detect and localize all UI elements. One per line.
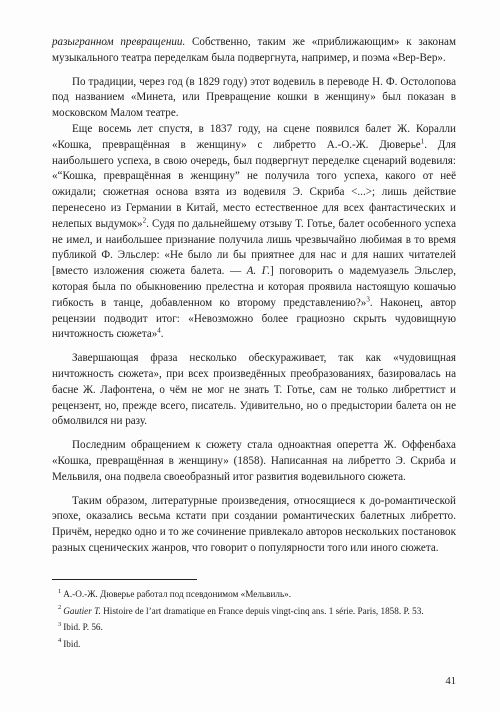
text-run: Таким образом, литературные произведения, относящиеся к до-романтической эпохе, оказались весьма кстати при создании романтических балетных либретто. Причём, нередко одно и то же сочинение привлекало авторов нескольких постановок разных сценических жанров, что говорит о популярности того или иного сюжета.: [52, 494, 456, 554]
page-number: 41: [445, 676, 456, 687]
text-run: Ibid.: [63, 638, 81, 649]
paragraph: [52, 35, 456, 67]
text-run: . Судя по дальнейшему отзыву Т. Готье, балет особенного успеха не имел, и наибольшее признание получила лишь чрезвычайно любимая в то время публикой Ф. Эльслер: «Не было ли бы приятнее для нас и для наших читателей [вместо изложения сюжета балета. —: [52, 217, 456, 278]
footnote-ref: 2: [142, 216, 147, 225]
text-run: Завершающая фраза несколько обескураживает, так как «чудовищная ничтожность сюжета», при всех произведённых преобразованиях, базировалась на басне Ж. Лафонтена, о чём не мог не знать Т. Готье, сам не только либреттист и рецензент, но, прежде всего, писатель. Удивительно, но о предыстории балета он не обмолвился ни разу.: [52, 352, 456, 428]
emphasized-text: А. Г.: [246, 265, 270, 278]
footnote-ref: 1: [420, 137, 425, 146]
footnote: [52, 588, 456, 601]
paragraph: [52, 75, 456, 122]
text-run: . Для наибольшего успеха, в свою очередь, был подвергнут переделке сценарий водевиля: «“Кошка, превращённая в женщину” не получила того успеха, какого от неё ожидали; сюжетная основа взята из водевиля Э. Скриба <...>; лишь действие перенесено из Германии в Китай, место естественное для всех фантастических и нелепых выдумок»: [52, 138, 456, 230]
text-run: . Наконец, автор рецензии подводит итог: «Невозможно более грациозно скрыть чудовищную ничтожность сюжета»: [52, 296, 456, 341]
footnote-number: 2: [58, 604, 62, 612]
text-run: А.-О.-Ж. Дюверье работал под псевдонимом «Мельвиль».: [63, 589, 292, 599]
footnote-divider: [52, 579, 197, 580]
text-run: Еще восемь лет спустя, в 1837 году, на сцене появился балет Ж. Коралли «Кошка, превращённая в женщину» с либретто А.-О.-Ж. Дюверье: [52, 122, 456, 151]
paragraph: [52, 494, 456, 557]
emphasized-text: Gautier T.: [63, 605, 101, 616]
paragraph: [52, 438, 456, 485]
paragraph: [52, 351, 456, 430]
text-run: Ibid. P. 56.: [63, 622, 103, 632]
text-run: По традиции, через год (в 1829 году) этот водевиль в переводе Н. Ф. Остолопова под названием «Минета, или Превращение кошки в женщину» был показан в московском Малом театре.: [52, 75, 456, 120]
footnote: [52, 638, 456, 651]
footnote-ref: 3: [366, 295, 370, 304]
text-run: .: [160, 328, 164, 341]
paragraph: [52, 122, 456, 343]
footnote-number: 1: [58, 587, 62, 595]
footnote-number: 3: [58, 620, 62, 628]
text-run: Histoire de l’art dramatique en France depuis vingt-cinq ans. 1 série. Paris, 1858. P. 53.: [100, 605, 424, 616]
text-run: Собственно, таким же «приближающим» к законам музыкального театра переделкам была подвергнута, например, и поэма «Вер-Вер».: [52, 36, 456, 64]
footnote-ref: 4: [157, 326, 161, 335]
text-run: Последним обращением к сюжету стала одноактная оперетта Ж. Оффенбаха «Кошка, превращённая в женщину» (1858). Написанная на либретто Э. Скриба и Мельвиля, она подвела своеобразный итог развития водевильного сюжета.: [52, 439, 456, 483]
text-run: ] поговорить о мадемуазель Эльслер, которая была по обыкновению прелестна и которая проявила настоящую кошачью гибкость в танце, добавленном ко второму представлению?»: [52, 265, 456, 309]
main-text: [52, 35, 456, 557]
footnote: [52, 605, 456, 618]
footnotes: [52, 588, 456, 654]
footnote: [52, 621, 456, 634]
emphasized-text: разыгранном превращении.: [52, 36, 186, 48]
footnote-number: 4: [58, 637, 62, 645]
